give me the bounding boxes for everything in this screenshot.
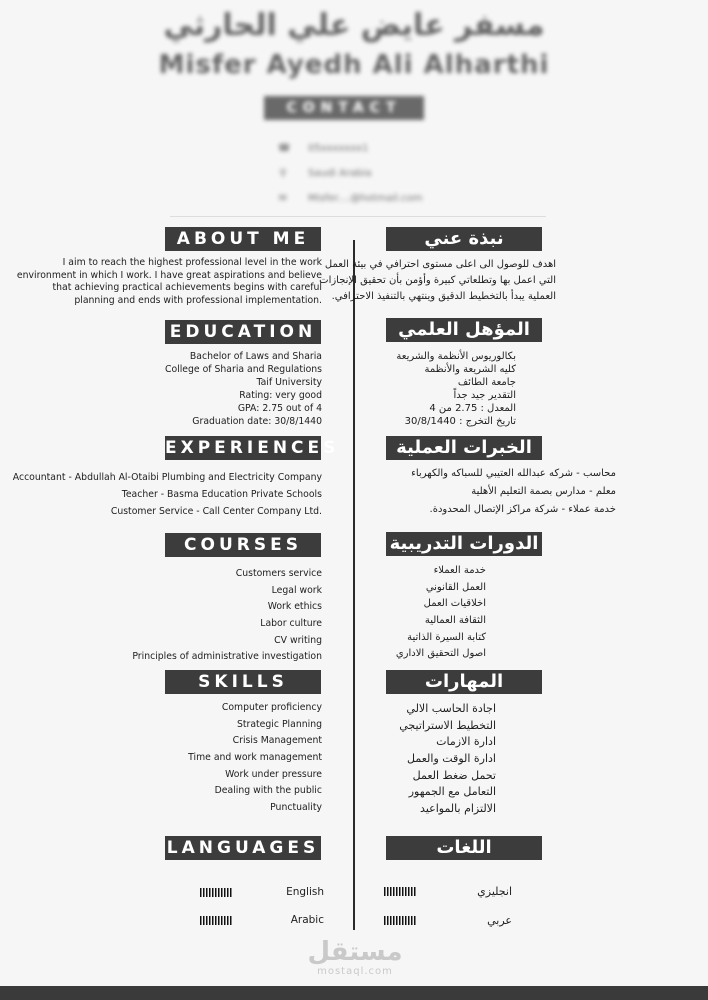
course-item-en: Work ethics [267, 601, 322, 613]
education-line-en: GPA: 2.75 out of 4 [237, 403, 322, 414]
education-heading-ar: المؤهل العلمي [386, 318, 542, 342]
experiences-text-ar [386, 465, 616, 519]
skill-item-en: Crisis Management [232, 735, 322, 747]
watermark-arabic: مستقل [307, 937, 403, 967]
experience-line-ar: معلم - مدارس بصمة التعليم الأهلية [471, 486, 616, 497]
name-arabic: مسفر عايض علي الحارثي [163, 8, 545, 43]
about-line-ar: التي اعمل بها وتطلعاتي كبيرة وأؤمن بأن تحقيق الإنجازات [319, 275, 556, 286]
experiences-heading-ar: الخبرات العملية [386, 436, 542, 460]
education-text-en [165, 350, 322, 428]
course-item-en: Labor culture [260, 618, 322, 630]
language-row-arabic-ar [384, 914, 512, 927]
about-line-en: environment in which I work. I have great aspirations and believe [16, 269, 322, 281]
language-row-arabic [200, 914, 324, 926]
education-line-en: Taif University [256, 377, 322, 388]
education-line-en: Bachelor of Laws and Sharia [189, 351, 322, 362]
skill-item-ar: اجادة الحاسب الالي [406, 702, 496, 715]
course-item-ar: اصول التحقيق الاداري [395, 648, 486, 660]
language-row-english-ar [384, 885, 512, 898]
language-level-bar [384, 916, 416, 925]
education-text-ar [386, 350, 516, 428]
phone-icon: ☎ [278, 143, 291, 154]
experiences-text-en [13, 469, 322, 520]
column-divider [353, 240, 355, 930]
courses-heading-en: COURSES [165, 533, 321, 557]
skills-list-ar [386, 701, 496, 818]
about-line-ar: اهدف للوصول الى اعلى مستوى احترافي في بيئة العمل [324, 259, 556, 270]
courses-list-ar [386, 563, 486, 663]
footer-bar [0, 986, 708, 1000]
contact-phone: 05xxxxxxx1 [308, 143, 369, 154]
contact-phone-row [278, 143, 369, 154]
course-item-en: CV writing [274, 634, 322, 646]
location-icon: ⚲ [279, 168, 287, 179]
watermark-domain: mostaql.com [317, 966, 393, 977]
education-line-ar: جامعة الطائف [457, 377, 516, 388]
languages-heading-en: LANGUAGES [166, 838, 320, 858]
about-text-ar [319, 257, 556, 305]
contact-location: Saudi Arabia [308, 168, 372, 179]
skills-heading-ar: المهارات [386, 670, 542, 694]
watermark-logo [300, 938, 410, 977]
education-line-ar: تاريخ التخرج : 30/8/1440 [404, 416, 516, 427]
contact-email: Misfer....@hotmail.com [308, 193, 423, 204]
email-icon: ✉ [278, 193, 288, 204]
about-heading-ar: نبذة عني [386, 227, 542, 251]
language-level-bar [384, 887, 416, 896]
language-name-en: Arabic [290, 914, 324, 926]
language-level-bar [200, 916, 232, 925]
courses-list-en [132, 566, 322, 666]
about-text-en [17, 257, 322, 307]
course-item-en: Customers service [235, 568, 322, 579]
course-item-ar: العمل القانوني [425, 581, 486, 593]
contact-email-row [278, 193, 423, 204]
language-name-ar: انجليزي [477, 885, 512, 898]
language-name-ar: عربي [487, 914, 512, 927]
skill-item-en: Time and work management [188, 752, 322, 764]
name-english: Misfer Ayedh Ali Alharthi [158, 50, 550, 80]
education-line-en: College of Sharia and Regulations [164, 364, 322, 375]
education-line-ar: المعدل : 2.75 من 4 [429, 403, 516, 414]
skill-item-en: Computer proficiency [221, 702, 322, 713]
about-heading-en: ABOUT ME [165, 227, 321, 251]
course-item-ar: كتابة السيرة الذاتية [407, 631, 486, 643]
education-line-ar: كليه الشريعة والأنظمة [424, 364, 516, 375]
education-line-en: Rating: very good [239, 390, 322, 401]
education-line-en: Graduation date: 30/8/1440 [192, 416, 322, 427]
skill-item-ar: الالتزام بالمواعيد [420, 802, 496, 816]
education-heading-en: EDUCATION [165, 320, 321, 344]
experience-line-en: Teacher - Basma Education Private Schools [121, 489, 322, 500]
language-level-bar [200, 888, 232, 897]
skill-item-en: Punctuality [270, 802, 322, 814]
courses-heading-ar: الدورات التدريبية [386, 532, 542, 556]
skills-heading-en: SKILLS [165, 670, 321, 694]
skill-item-ar: التخطيط الاستراتيجي [399, 718, 496, 732]
skills-list-en [188, 700, 322, 817]
skill-item-en: Work under pressure [225, 768, 322, 780]
languages-heading-ar: اللغات [386, 836, 542, 860]
course-item-en: Legal work [271, 584, 322, 596]
course-item-ar: اخلاقيات العمل [423, 598, 486, 610]
course-item-ar: خدمة العملاء [433, 565, 486, 576]
experience-line-ar: محاسب - شركه عبدالله العتيبي للسباكه والكهرباء [411, 468, 616, 479]
language-row-english [200, 886, 324, 898]
skill-item-ar: ادارة الازمات [436, 735, 496, 749]
skill-item-ar: التعامل مع الجمهور [408, 785, 496, 799]
about-line-ar: العملية يبدأ بالتخطيط الدقيق وينتهي بالتنفيذ الاحترافي. [331, 291, 556, 302]
about-line-en: that achieving practical achievements begins with careful [52, 282, 322, 293]
course-item-ar: الثقافة العمالية [424, 615, 486, 627]
language-name-en: English [286, 886, 324, 898]
experiences-heading-en: EXPERIENCES [165, 438, 340, 458]
skill-item-ar: ادارة الوقت والعمل [407, 752, 496, 766]
education-line-ar: التقدير جيد جداً [453, 390, 516, 401]
experience-line-en: Accountant - Abdullah Al-Otaibi Plumbing and Electricity Company [12, 472, 322, 483]
course-item-en: Principles of administrative investigation [132, 651, 322, 663]
contact-heading: CONTACT [264, 96, 424, 120]
header-divider [170, 216, 546, 217]
skill-item-en: Strategic Planning [236, 718, 322, 730]
contact-location-row [278, 168, 371, 179]
education-line-ar: بكالوريوس الأنظمة والشريعة [396, 351, 516, 362]
skill-item-ar: تحمل ضغط العمل [412, 768, 496, 782]
skill-item-en: Dealing with the public [214, 785, 322, 797]
experience-line-en: Customer Service - Call Center Company Ltd. [110, 506, 322, 517]
experience-line-ar: خدمة عملاء - شركة مراكز الإتصال المحدودة. [429, 504, 616, 515]
about-line-en: I aim to reach the highest professional level in the work [62, 257, 322, 268]
about-line-en: planning and ends with professional implementation. [74, 294, 322, 306]
